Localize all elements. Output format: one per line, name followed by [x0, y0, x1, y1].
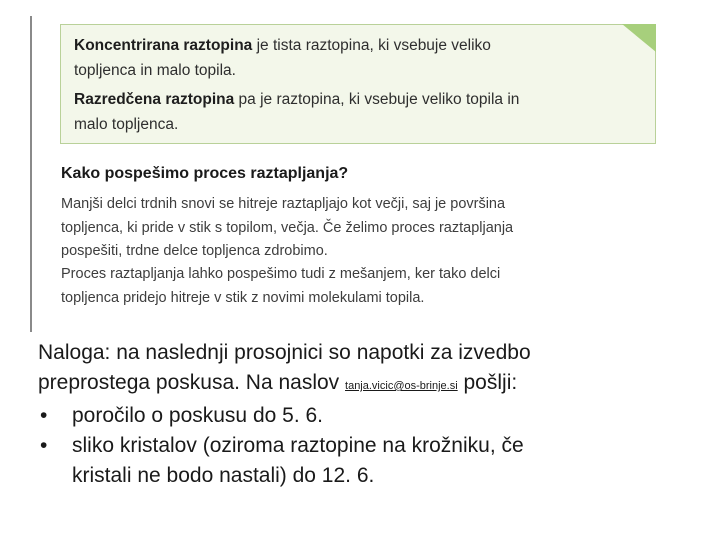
paragraph-line: Manjši delci trdnih snovi se hitreje raztapljajo kot večji, saj je površina: [61, 196, 506, 212]
definition-concentrated: [74, 33, 634, 83]
task-line-text: pošlji:: [457, 371, 518, 394]
task-line: Naloga: na naslednji prosojnici so napotki za izvedbo: [38, 341, 531, 364]
left-divider: [30, 16, 32, 332]
definition-concentrated-text-a: je tista raztopina, ki vsebuje veliko: [252, 37, 491, 54]
paragraph-line: pospešiti, trdne delce topljenca zdrobimo.: [61, 243, 328, 259]
definition-box: [60, 24, 656, 144]
list-item: [38, 431, 698, 491]
definition-diluted-text-b: malo topljenca.: [74, 116, 179, 133]
bullet-text: kristali ne bodo nastali) do 12. 6.: [72, 464, 375, 487]
bullet-icon: •: [40, 434, 48, 457]
bullet-icon: •: [40, 404, 48, 427]
bullet-text: poročilo o poskusu do 5. 6.: [72, 404, 323, 427]
paragraph-stirring: [61, 263, 651, 310]
paragraph-particle-size: [61, 193, 651, 264]
definition-concentrated-text-b: topljenca in malo topila.: [74, 62, 236, 79]
paragraph-line: topljenca, ki pride v stik s topilom, večja. Če želimo proces raztapljanja: [61, 219, 514, 236]
list-item: [38, 401, 698, 431]
definition-diluted: [74, 87, 634, 137]
task-line: [38, 368, 698, 401]
section-title: Kako pospešimo proces raztapljanja?: [61, 165, 349, 182]
task-line-text: preprostega poskusa. Na naslov: [38, 371, 346, 394]
definition-diluted-text-a: pa je raztopina, ki vsebuje veliko topila in: [234, 91, 520, 108]
term-concentrated: Koncentrirana raztopina: [74, 37, 253, 54]
task-bullet-list: [38, 401, 698, 491]
paragraph-line: Proces raztapljanja lahko pospešimo tudi z mešanjem, ker tako delci: [61, 266, 501, 282]
term-diluted: Razredčena raztopina: [74, 91, 235, 108]
task-text: [38, 338, 698, 491]
paragraph-line: topljenca pridejo hitreje v stik z novimi molekulami topila.: [61, 289, 425, 306]
bullet-text: sliko kristalov (oziroma raztopine na krožniku, če: [72, 434, 524, 457]
email-link[interactable]: tanja.vicic@os-brinje.si: [345, 380, 458, 392]
